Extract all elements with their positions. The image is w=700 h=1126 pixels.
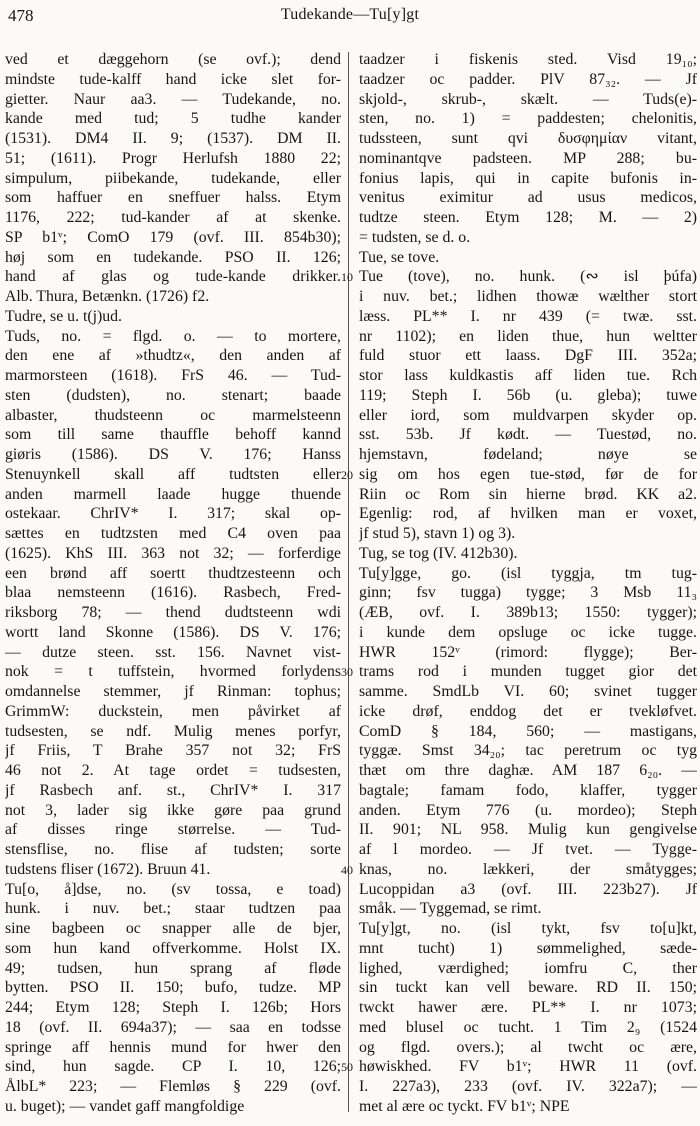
text-line: (1625). KhS III. 363 not 32; — forferdige [5, 544, 341, 562]
text-line: SP b1ᵛ; ComO 179 (ovf. III. 854b30); [5, 228, 341, 246]
text-line: wortt land Skonne (1586). DS V. 176; [5, 623, 341, 641]
left-column [5, 50, 341, 1117]
text-line: thæt om thre daghæ. AM 187 6₂₀. — [359, 762, 697, 779]
text-line: Tug, se tog (IV. 412b30). [359, 544, 518, 562]
text-line: med blusel oc tucht. 1 Tim 2₉ (1524 [359, 1018, 697, 1036]
line-number-marker: 50 [341, 1060, 353, 1075]
text-line: icke drøf, enddog det er tvekløfvet. [359, 702, 697, 720]
text-line: småk. — Tyggemad, se rimt. [359, 900, 542, 918]
line-number-marker: 30 [341, 665, 353, 680]
text-line: gietter. Naur aa3. — Tudekande, no. [5, 90, 341, 108]
text-line: eller iord, som muldvarpen skyder op. [359, 406, 697, 424]
text-line: Tudre, se u. t(j)ud. [5, 307, 123, 325]
text-line: sættes en tudtzsten med C4 oven paa [5, 525, 341, 542]
text-line: sst. 53b. Jf kødt. — Tuestød, no. [359, 426, 697, 444]
text-line: høj som en tudekande. PSO II. 126; [5, 248, 341, 266]
page-header [8, 6, 692, 30]
text-line: ostekaar. ChrIV* I. 317; skal op- [5, 505, 341, 523]
text-line: — dutze steen. sst. 156. Navnet vist- [5, 643, 341, 661]
text-line: Tu[y]gge, go. (isl tyggja, tm tug- [359, 564, 697, 582]
text-line: riksborg 78; — thend dudtsteenn wdi [5, 604, 341, 621]
right-column [359, 50, 697, 1117]
text-line: II. 901; NL 958. Mulig kun gengivelse [359, 821, 697, 839]
text-line: simpulum, piibekande, tudekande, eller [5, 169, 341, 187]
text-line: u. buget); — vandet gaff mangfoldige [5, 1097, 245, 1115]
text-line: som till same thauffle behoff kannd [5, 426, 341, 444]
text-line: tyggæ. Smst 34₂₀; tac peretrum oc tyg [359, 742, 697, 760]
text-line: fonius lapis, qui in capite bufonis in- [359, 169, 697, 187]
text-line: som haffuer en sneffuer halss. Etym [5, 189, 341, 207]
text-line: trams rod i munden tugget gior det [359, 663, 697, 681]
text-line: not 3, lader sig ikke gøre paa grund [5, 801, 341, 819]
text-line: hand af glas og tude-kande drikker. [5, 268, 341, 286]
text-line: sten, no. 1) = paddesten; chelonitis, [359, 110, 697, 128]
text-line: skjold-, skrub-, skælt. — Tuds(e)- [359, 90, 697, 108]
text-line: Tue, se tove. [359, 248, 440, 266]
text-line: venitus eximitur ad usus medicos, [359, 189, 697, 207]
text-line: læss. PL** I. nr 439 (= twæ. sst. [359, 307, 697, 325]
text-line: stensflise, no. flise af tudsten; sorte [5, 841, 341, 858]
text-line: af l mordeo. — Jf tvet. — Tygge- [359, 841, 697, 858]
text-line: sin tuckt kan vell beware. RD II. 150; [359, 979, 697, 997]
text-line: jf Friis, T Brahe 357 not 32; FrS [5, 742, 341, 760]
text-line: Tu[o, å]dse, no. (sv tossa, e toad) [5, 880, 341, 898]
text-line: (ÆB, ovf. I. 389b13; 1550: tygger); [359, 604, 697, 621]
text-line: knas, no. lækkeri, der småtygges; [359, 860, 697, 878]
text-line: een brønd aff soertt thudtzesteenn och [5, 564, 341, 582]
text-line: blaa nemsteenn (1616). Rasbech, Fred- [5, 584, 341, 602]
text-line: GrimmW: duckstein, men påvirket af [5, 702, 341, 720]
text-line: tudsesten, se ndf. Mulig menes porfyr, [5, 722, 341, 740]
text-line: HWR 152ᵛ (rimord: flygge); Ber- [359, 643, 697, 661]
text-line: kande med tud; 5 tudhe kander [5, 110, 341, 128]
text-line: 244; Etym 128; Steph I. 126b; Hors [5, 999, 341, 1016]
text-line: Riin oc Rom sin hierne brød. KK a2. [359, 485, 697, 503]
text-line: i nuv. bet.; lidhen thowæ wælther stort [359, 288, 697, 305]
text-line: Tu[y]gt, no. (isl tykt, fsv to[u]kt, [359, 920, 697, 937]
text-line: anden marmell laade hugge thuende [5, 485, 341, 503]
text-line: Tue (tove), no. hunk. (∾ isl þúfa) [359, 268, 697, 286]
text-line: samme. SmdLb VI. 60; svinet tugger [359, 683, 697, 700]
text-line: springe aff hennis mund for hwer den [5, 1038, 341, 1056]
text-line: bytten. PSO II. 150; bufo, tudze. MP [5, 979, 341, 997]
text-line: hjemstavn, fødeland; nøye se [359, 446, 697, 463]
text-line: 49; tudsen, hun sprang af fløde [5, 959, 341, 977]
running-head: Tudekande—Tu[y]gt [280, 6, 420, 23]
text-line: stor lass kuldkastis aff liden tue. Rch [359, 367, 697, 384]
text-line: 51; (1611). Progr Herlufsh 1880 22; [5, 149, 341, 167]
text-line: mindste tude-kalff hand icke slet for- [5, 70, 341, 88]
text-line: twckt hawer ære. PL** I. nr 1073; [359, 999, 697, 1016]
text-line: Stenuynkell skall aff tudtsten eller [5, 465, 341, 483]
text-line: sind, hun sagde. CP I. 10, 126; [5, 1058, 341, 1076]
text-line: tudtze steen. Etym 128; M. — 2) [359, 209, 697, 226]
column-divider [348, 52, 349, 1112]
text-line: 46 not 2. At tage ordet = tudsesten, [5, 762, 341, 779]
text-line: Lucoppidan a3 (ovf. III. 223b27). Jf [359, 880, 697, 898]
text-line: bagtale; famam fodo, klaffer, tygger [359, 781, 697, 799]
text-line: sten (dudsten), no. stenart; baade [5, 386, 341, 404]
text-line: jf Rasbech anf. st., ChrIV* I. 317 [5, 781, 341, 799]
text-line: jf stud 5), stavn 1) og 3). [359, 525, 516, 542]
text-line: marmorsteen (1618). FrS 46. — Tud- [5, 367, 341, 384]
text-line: 119; Steph I. 56b (u. gleba); tuwe [359, 386, 697, 404]
text-line: nok = t tuffstein, hvormed forlydens [5, 663, 341, 681]
text-line: anden. Etym 776 (u. mordeo); Steph [359, 801, 697, 819]
text-line: albaster, thudsteenn oc marmelsteenn [5, 406, 341, 424]
text-line: den ene af »thudtz«, den anden af [5, 347, 341, 365]
text-line: (1531). DM4 II. 9; (1537). DM II. [5, 130, 341, 147]
text-line: Tuds, no. = flgd. o. — to mortere, [5, 327, 341, 345]
page-number: 478 [8, 6, 34, 25]
text-line: ÅlbL* 223; — Flemløs § 229 (ovf. [5, 1078, 341, 1095]
text-line: 1176, 222; tud-kander af at skenke. [5, 209, 341, 226]
line-number-marker: 10 [341, 270, 353, 285]
line-number-marker: 20 [341, 467, 353, 482]
text-line: ved et dæggehorn (se ovf.); dend [5, 51, 341, 68]
text-line: og flgd. overs.); al twcht oc ære, [359, 1038, 697, 1056]
text-line: lighed, værdighed; iomfru C, ther [359, 959, 697, 977]
text-line: høwiskhed. FV b1ᵛ; HWR 11 (ovf. [359, 1058, 697, 1076]
text-line: af disses ringe størrelse. — Tud- [5, 821, 341, 839]
line-number-marker: 40 [341, 862, 353, 877]
text-line: fuld stuor ett laass. DgF III. 352a; [359, 347, 697, 365]
text-line: sine bagbeen oc snapper alle de bjer, [5, 920, 341, 937]
text-line: som hun kand offverkomme. Holst IX. [5, 939, 341, 957]
text-line: met al ære oc tyckt. FV b1ᵛ; NPE [359, 1097, 570, 1115]
text-line: tudssteen, sunt qvi δυσφημίαν vitant, [359, 130, 697, 147]
text-line: ComD § 184, 560; — mastigans, [359, 722, 697, 740]
text-line: nominantqve padsteen. MP 288; bu- [359, 149, 697, 167]
text-line: Egenlig: rod, af hvilken man er voxet, [359, 505, 697, 523]
text-line: taadzer oc padder. PlV 87₃₂. — Jf [359, 70, 697, 88]
text-line: omdannelse stemmer, jf Rinman: tophus; [5, 683, 341, 700]
text-line: tudstens fliser (1672). Bruun 41. [5, 860, 211, 878]
text-line: mnt tucht) 1) sømmelighed, sæde- [359, 939, 697, 957]
text-line: i kunde dem opsluge oc icke tugge. [359, 623, 697, 641]
text-line: hunk. i nuv. bet.; staar tudtzen paa [5, 900, 341, 918]
text-line: sig om hos egen tue-stød, før de for [359, 465, 697, 483]
text-line: taadzer i fiskenis sted. Visd 19₁₀; [359, 51, 697, 68]
text-line: giøris (1586). DS V. 176; Hanss [5, 446, 341, 463]
text-line: 18 (ovf. II. 694a37); — saa en todsse [5, 1018, 341, 1036]
text-line: ginn; fsv tugga) tygge; 3 Msb 11₃ [359, 584, 697, 602]
text-line: Alb. Thura, Betænkn. (1726) f2. [5, 288, 210, 305]
text-line: = tudsten, se d. o. [359, 228, 471, 246]
text-line: nr 1102); en liden thue, hun weltter [359, 327, 697, 345]
text-line: I. 227a3), 233 (ovf. IV. 322a7); — [359, 1078, 697, 1095]
